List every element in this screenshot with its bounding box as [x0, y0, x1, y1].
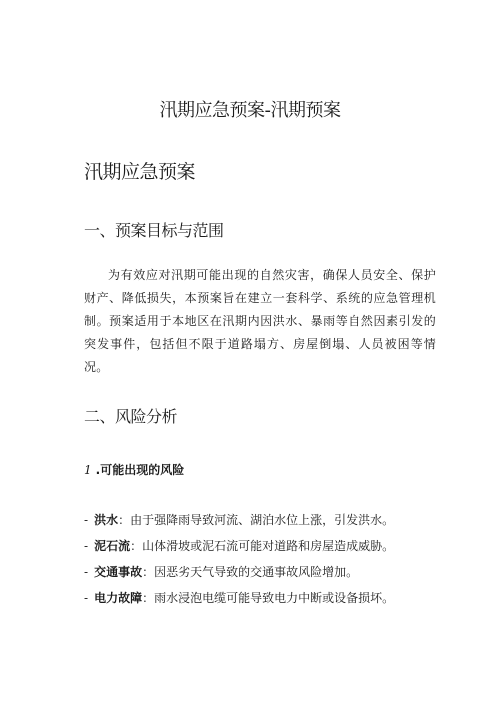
- section-paragraph-scope: 为有效应对汛期可能出现的自然灾害，确保人员安全、保护财产、降低损失，本预案旨在建立一套科学、系统的应急管理机制。预案适用于本地区在汛期内因洪水、暴雨等自然因素引发的突发事件，包括但不限于道路塌方、房屋倒塌、人员被困等情况。: [84, 268, 436, 374]
- subsection-heading-risks: [84, 461, 184, 478]
- risk-description: 因恶劣天气导致的交通事故风险增加。: [154, 565, 359, 579]
- risk-term: 泥石流: [94, 539, 131, 553]
- list-item: [84, 511, 394, 528]
- subsection-number: 1: [84, 463, 92, 477]
- list-bullet: -: [84, 591, 89, 605]
- list-bullet: -: [84, 565, 89, 579]
- main-heading: 汛期应急预案: [84, 161, 196, 183]
- section-heading-scope: 一、预案目标与范围: [84, 221, 224, 240]
- term-separator: ：: [118, 513, 131, 527]
- section-heading-risk: 二、风险分析: [84, 407, 178, 426]
- risk-term: 交通事故: [94, 565, 143, 579]
- document-title: 汛期应急预案-汛期预案: [159, 100, 341, 121]
- term-separator: ：: [142, 591, 155, 605]
- list-item: [84, 537, 394, 554]
- subsection-title: .可能出现的风险: [95, 463, 185, 477]
- term-separator: ：: [142, 565, 155, 579]
- risk-description: 雨水浸泡电缆可能导致电力中断或设备损坏。: [154, 591, 395, 605]
- list-item: [84, 589, 394, 606]
- term-separator: ：: [130, 539, 143, 553]
- list-bullet: -: [84, 539, 89, 553]
- risk-term: 洪水: [94, 513, 119, 527]
- list-bullet: -: [84, 513, 89, 527]
- list-item: [84, 563, 358, 580]
- risk-description: 山体滑坡或泥石流可能对道路和房屋造成威胁。: [142, 539, 395, 553]
- risk-term: 电力故障: [94, 591, 143, 605]
- risk-description: 由于强降雨导致河流、湖泊水位上涨，引发洪水。: [130, 513, 395, 527]
